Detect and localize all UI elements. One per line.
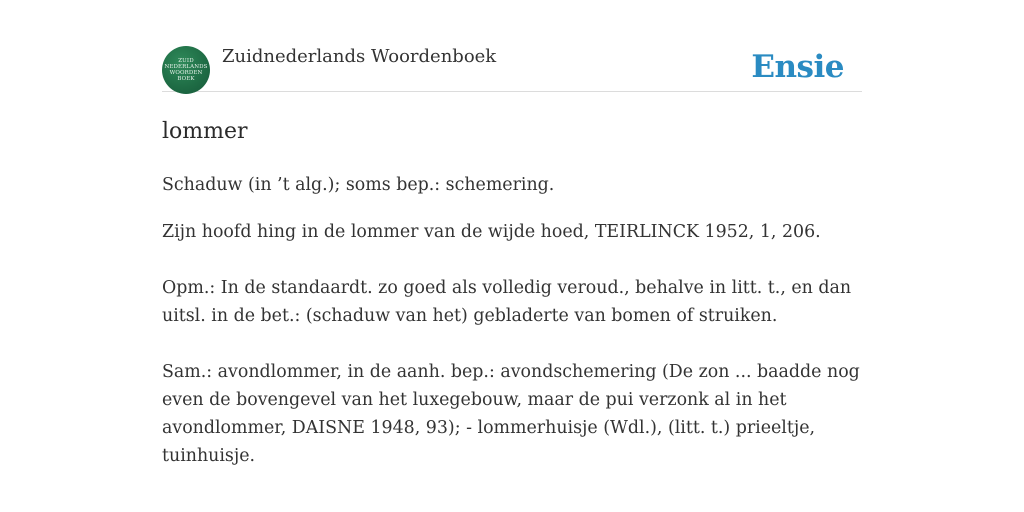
compounds-text: Sam.: avondlommer, in de aanh. bep.: avondschemering (De zon ... baadde nog even de bovengevel van het luxegebouw, maar de pui verzonk al in het avondlommer, DAISNE 1948, 93); - lommerhuisje (Wdl.), (litt. t.) prieeltje, tuinhuisje.: [162, 362, 860, 466]
dictionary-name-link[interactable]: Zuidnederlands Woordenboek: [222, 46, 497, 67]
dictionary-logo[interactable]: [162, 46, 210, 94]
logo-line: ZUID: [178, 58, 194, 64]
entry-card: [162, 40, 862, 470]
definition-text: Schaduw (in ’t alg.); soms bep.: schemering.: [162, 175, 555, 195]
logo-line: WOORDEN: [169, 70, 203, 76]
usage-note-text: Opm.: In de standaardt. zo goed als volledig veroud., behalve in litt. t., en dan uitsl. in de bet.: (schaduw van het) gebladerte van bomen of struiken.: [162, 278, 852, 326]
headword-title: lommer: [162, 119, 248, 144]
entry-header: [162, 40, 862, 92]
logo-line: BOEK: [177, 76, 195, 82]
example-text: Zijn hoofd hing in de lommer van de wijde hoed, TEIRLINCK 1952, 1, 206.: [162, 222, 821, 242]
logo-line: NEDERLANDS: [164, 64, 208, 70]
ensie-brand-link[interactable]: Ensie: [751, 49, 844, 85]
